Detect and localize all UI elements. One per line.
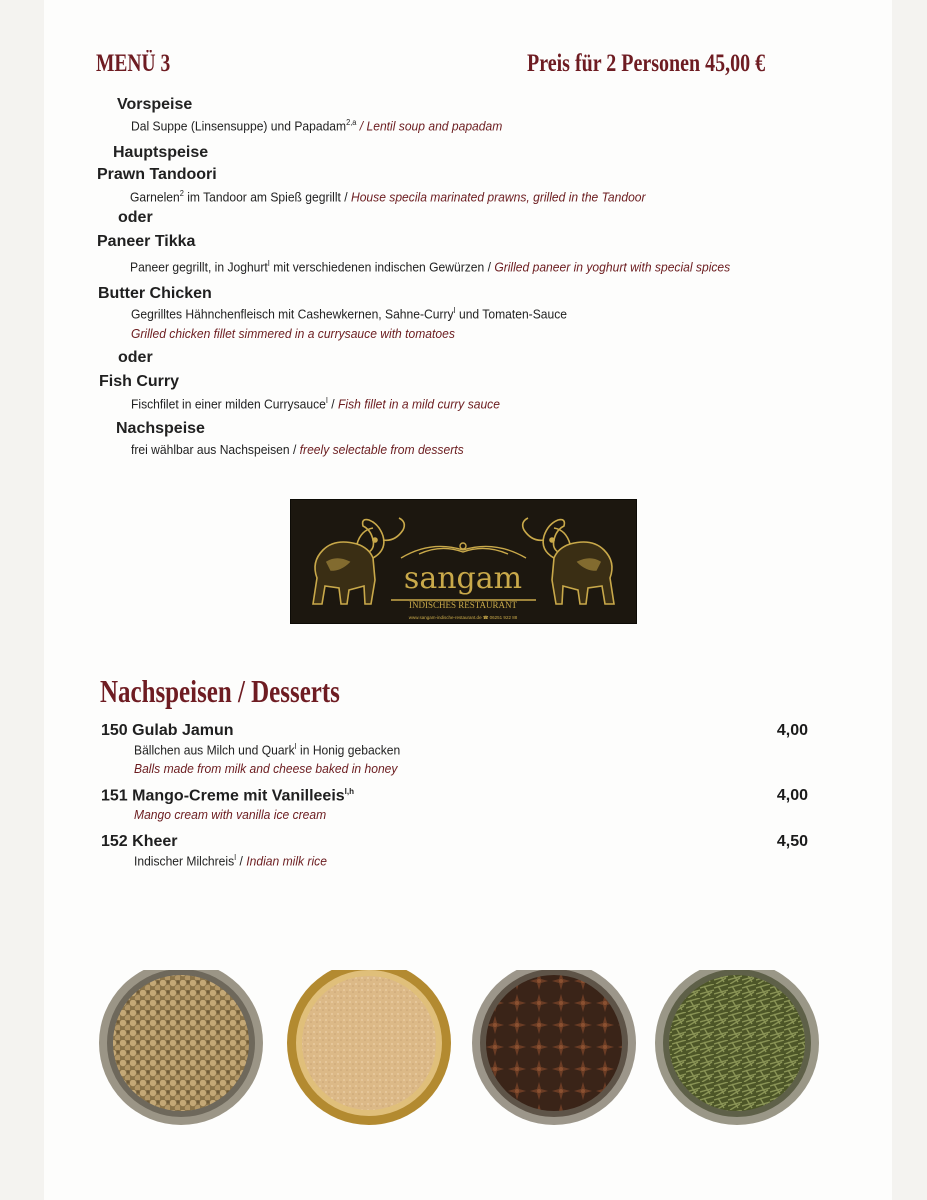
- dessert-item-description: Indischer Milchreis$^I$ / Indian milk rice: [134, 853, 327, 869]
- dish-description-paneer-tikka: Paneer gegrillt, in Joghurt$^I$ mit verschiedenen indischen Gewürzen / Grilled paneer in yoghurt with special spices: [130, 259, 731, 275]
- dessert-item-description-english: Mango cream with vanilla ice cream: [134, 807, 327, 822]
- logo-subtitle: INDISCHES RESTAURANT: [408, 600, 518, 610]
- dessert-item-price: 4,50: [776, 833, 808, 850]
- logo-contact: www.sangam-indische-restaurant.de ☎ 06251 922 88: [408, 615, 518, 620]
- elephant-left-icon: [313, 518, 404, 604]
- bowl-ground-powder-icon: [287, 970, 451, 1125]
- dessert-item-name: 152 Kheer: [101, 833, 178, 850]
- dessert-item-price: 4,00: [776, 722, 808, 739]
- bowl-star-anise-icon: [472, 970, 636, 1125]
- logo-wordmark: sangam: [403, 561, 523, 596]
- bowl-rosemary-icon: [655, 970, 819, 1125]
- main-course-heading: Hauptspeise: [113, 144, 209, 161]
- dish-name-fish-curry: Fish Curry: [99, 373, 180, 390]
- restaurant-logo: [290, 499, 637, 624]
- dish-description-english-butter-chicken: Grilled chicken fillet simmered in a currysauce with tomatoes: [131, 326, 455, 341]
- dish-name-paneer-tikka: Paneer Tikka: [97, 233, 196, 250]
- menu-price-heading: Preis für 2 Personen 45,00 €: [527, 50, 766, 77]
- or-label: oder: [118, 349, 153, 366]
- dish-name-butter-chicken: Butter Chicken: [98, 285, 212, 302]
- dish-description-fish-curry: Fischfilet in einer milden Currysauce$^I$ / Fish fillet in a mild curry sauce: [131, 396, 500, 412]
- dessert-item-price: 4,00: [776, 787, 808, 804]
- starter-description: Dal Suppe (Linsensuppe) und Papadam$^{2,a}$ / Lentil soup and papadam: [131, 118, 503, 134]
- dish-description-butter-chicken: Gegrilltes Hähnchenfleisch mit Cashewkernen, Sahne-Curry$^I$ und Tomaten-Sauce: [131, 306, 567, 322]
- dessert-heading: Nachspeise: [116, 420, 205, 437]
- dessert-item-name: 150 Gulab Jamun: [101, 722, 234, 739]
- dessert-description: frei wählbar aus Nachspeisen / freely selectable from desserts: [131, 442, 464, 457]
- dessert-item-description-english: Balls made from milk and cheese baked in honey: [134, 761, 398, 776]
- spice-bowls-photo: [0, 970, 927, 1150]
- dish-name-prawn-tandoori: Prawn Tandoori: [97, 166, 217, 183]
- starter-heading: Vorspeise: [117, 96, 193, 113]
- desserts-title: Nachspeisen / Desserts: [100, 673, 340, 709]
- bowl-coriander-seeds-icon: [99, 970, 263, 1125]
- or-label: oder: [118, 209, 153, 226]
- dessert-item-name: 151 Mango-Creme mit Vanilleeis$^{I,h}$: [101, 787, 355, 805]
- menu-title: MENÜ 3: [96, 50, 171, 77]
- elephant-right-icon: [523, 518, 614, 604]
- dessert-item-description: Bällchen aus Milch und Quark$^I$ in Honig gebacken: [134, 742, 401, 758]
- dish-description-prawn-tandoori: Garnelen$^2$ im Tandoor am Spieß gegrillt / House specila marinated prawns, grilled in the Tandoor: [130, 189, 646, 205]
